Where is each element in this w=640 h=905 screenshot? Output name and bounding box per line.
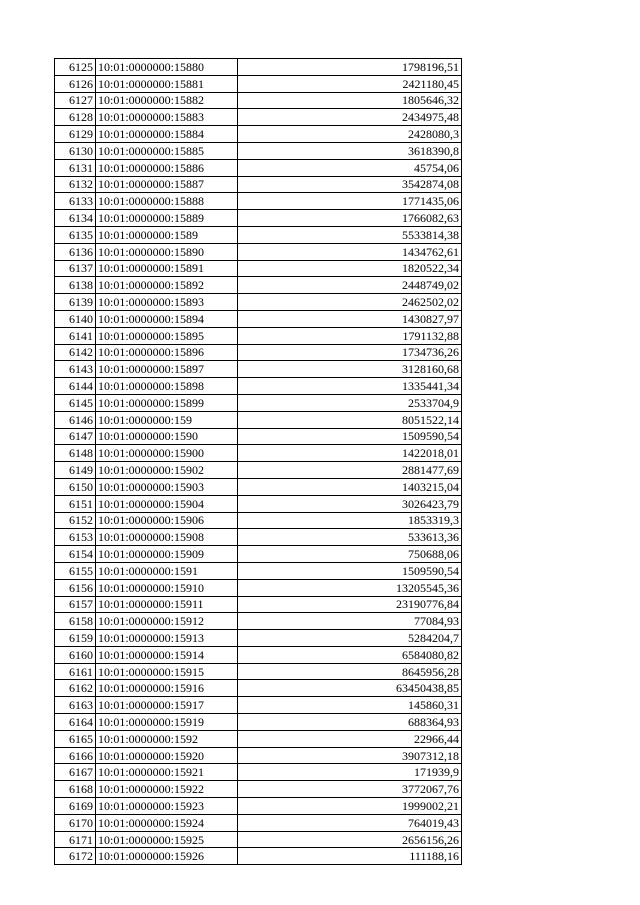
cadastral-number-cell: 10:01:0000000:15903 [96, 478, 238, 495]
table-row [55, 361, 462, 378]
table-row [55, 764, 462, 781]
cadastral-number-cell: 10:01:0000000:1590 [96, 428, 238, 445]
row-number-cell: 6147 [55, 428, 96, 445]
value-cell: 2448749,02 [238, 277, 462, 294]
cadastral-number-cell: 10:01:0000000:15900 [96, 445, 238, 462]
row-number-cell: 6144 [55, 378, 96, 395]
table-row [55, 193, 462, 210]
row-number-cell: 6154 [55, 546, 96, 563]
value-cell: 111188,16 [238, 848, 462, 865]
value-cell: 1434762,61 [238, 243, 462, 260]
row-number-cell: 6151 [55, 495, 96, 512]
value-cell: 1791132,88 [238, 327, 462, 344]
row-number-cell: 6129 [55, 126, 96, 143]
row-number-cell: 6139 [55, 294, 96, 311]
cadastral-number-cell: 10:01:0000000:1592 [96, 730, 238, 747]
value-cell: 6584080,82 [238, 646, 462, 663]
table-row [55, 848, 462, 865]
value-cell: 63450438,85 [238, 680, 462, 697]
cadastral-number-cell: 10:01:0000000:15891 [96, 260, 238, 277]
value-cell: 5284204,7 [238, 630, 462, 647]
table-row [55, 781, 462, 798]
table-row [55, 613, 462, 630]
value-cell: 2428080,3 [238, 126, 462, 143]
row-number-cell: 6131 [55, 159, 96, 176]
cadastral-number-cell: 10:01:0000000:15916 [96, 680, 238, 697]
value-cell: 1766082,63 [238, 210, 462, 227]
row-number-cell: 6137 [55, 260, 96, 277]
row-number-cell: 6136 [55, 243, 96, 260]
value-cell: 2421180,45 [238, 75, 462, 92]
cadastral-number-cell: 10:01:0000000:15896 [96, 344, 238, 361]
row-number-cell: 6162 [55, 680, 96, 697]
table-row [55, 59, 462, 76]
table-row [55, 378, 462, 395]
cadastral-number-cell: 10:01:0000000:1591 [96, 562, 238, 579]
table-row [55, 596, 462, 613]
cadastral-number-cell: 10:01:0000000:15899 [96, 394, 238, 411]
table-row [55, 697, 462, 714]
table-row [55, 294, 462, 311]
table-row [55, 344, 462, 361]
table-row [55, 512, 462, 529]
value-cell: 764019,43 [238, 814, 462, 831]
cadastral-number-cell: 10:01:0000000:15919 [96, 714, 238, 731]
row-number-cell: 6165 [55, 730, 96, 747]
table-row [55, 714, 462, 731]
cadastral-number-cell: 10:01:0000000:15921 [96, 764, 238, 781]
cadastral-number-cell: 10:01:0000000:15890 [96, 243, 238, 260]
row-number-cell: 6158 [55, 613, 96, 630]
row-number-cell: 6134 [55, 210, 96, 227]
row-number-cell: 6150 [55, 478, 96, 495]
cadastral-number-cell: 10:01:0000000:15908 [96, 529, 238, 546]
row-number-cell: 6149 [55, 462, 96, 479]
value-cell: 1335441,34 [238, 378, 462, 395]
cadastral-number-cell: 10:01:0000000:15898 [96, 378, 238, 395]
cadastral-number-cell: 10:01:0000000:15889 [96, 210, 238, 227]
row-number-cell: 6156 [55, 579, 96, 596]
cadastral-number-cell: 10:01:0000000:15895 [96, 327, 238, 344]
row-number-cell: 6132 [55, 176, 96, 193]
table-row [55, 462, 462, 479]
value-cell: 1422018,01 [238, 445, 462, 462]
value-cell: 1999002,21 [238, 798, 462, 815]
row-number-cell: 6163 [55, 697, 96, 714]
row-number-cell: 6166 [55, 747, 96, 764]
row-number-cell: 6128 [55, 109, 96, 126]
row-number-cell: 6167 [55, 764, 96, 781]
value-cell: 2881477,69 [238, 462, 462, 479]
row-number-cell: 6164 [55, 714, 96, 731]
table-row [55, 327, 462, 344]
value-cell: 3907312,18 [238, 747, 462, 764]
row-number-cell: 6127 [55, 92, 96, 109]
value-cell: 688364,93 [238, 714, 462, 731]
table-row [55, 478, 462, 495]
cadastral-number-cell: 10:01:0000000:15912 [96, 613, 238, 630]
value-cell: 23190776,84 [238, 596, 462, 613]
value-cell: 3128160,68 [238, 361, 462, 378]
cadastral-number-cell: 10:01:0000000:15897 [96, 361, 238, 378]
table-row [55, 814, 462, 831]
row-number-cell: 6142 [55, 344, 96, 361]
table-row [55, 831, 462, 848]
row-number-cell: 6135 [55, 226, 96, 243]
row-number-cell: 6172 [55, 848, 96, 865]
value-cell: 8645956,28 [238, 663, 462, 680]
cadastral-number-cell: 10:01:0000000:15885 [96, 142, 238, 159]
cadastral-number-cell: 10:01:0000000:15926 [96, 848, 238, 865]
cadastral-number-cell: 10:01:0000000:15920 [96, 747, 238, 764]
cadastral-number-cell: 10:01:0000000:15880 [96, 59, 238, 76]
table-row [55, 75, 462, 92]
row-number-cell: 6153 [55, 529, 96, 546]
table-row [55, 243, 462, 260]
value-cell: 2434975,48 [238, 109, 462, 126]
row-number-cell: 6146 [55, 411, 96, 428]
row-number-cell: 6152 [55, 512, 96, 529]
value-cell: 171939,9 [238, 764, 462, 781]
row-number-cell: 6160 [55, 646, 96, 663]
cadastral-number-cell: 10:01:0000000:15884 [96, 126, 238, 143]
table-row [55, 445, 462, 462]
value-cell: 1734736,26 [238, 344, 462, 361]
row-number-cell: 6145 [55, 394, 96, 411]
cadastral-value-table [54, 58, 462, 865]
cadastral-number-cell: 10:01:0000000:15917 [96, 697, 238, 714]
row-number-cell: 6157 [55, 596, 96, 613]
value-cell: 3542874,08 [238, 176, 462, 193]
row-number-cell: 6140 [55, 310, 96, 327]
table-row [55, 92, 462, 109]
value-cell: 13205545,36 [238, 579, 462, 596]
table-row [55, 159, 462, 176]
cadastral-number-cell: 10:01:0000000:15906 [96, 512, 238, 529]
row-number-cell: 6133 [55, 193, 96, 210]
value-cell: 1403215,04 [238, 478, 462, 495]
table-row [55, 109, 462, 126]
table-row [55, 680, 462, 697]
row-number-cell: 6143 [55, 361, 96, 378]
value-cell: 22966,44 [238, 730, 462, 747]
row-number-cell: 6168 [55, 781, 96, 798]
table-row [55, 747, 462, 764]
cadastral-number-cell: 10:01:0000000:15883 [96, 109, 238, 126]
row-number-cell: 6148 [55, 445, 96, 462]
cadastral-number-cell: 10:01:0000000:15886 [96, 159, 238, 176]
table-row [55, 663, 462, 680]
table-row [55, 142, 462, 159]
value-cell: 2533704,9 [238, 394, 462, 411]
table-row [55, 579, 462, 596]
table-row [55, 260, 462, 277]
value-cell: 2462502,02 [238, 294, 462, 311]
cadastral-number-cell: 10:01:0000000:15914 [96, 646, 238, 663]
value-cell: 1771435,06 [238, 193, 462, 210]
table-row [55, 798, 462, 815]
row-number-cell: 6130 [55, 142, 96, 159]
cadastral-number-cell: 10:01:0000000:15909 [96, 546, 238, 563]
value-cell: 3026423,79 [238, 495, 462, 512]
cadastral-number-cell: 10:01:0000000:15892 [96, 277, 238, 294]
table-row [55, 630, 462, 647]
value-cell: 1430827,97 [238, 310, 462, 327]
table-row [55, 562, 462, 579]
row-number-cell: 6170 [55, 814, 96, 831]
cadastral-number-cell: 10:01:0000000:15882 [96, 92, 238, 109]
cadastral-number-cell: 10:01:0000000:159 [96, 411, 238, 428]
cadastral-number-cell: 10:01:0000000:15881 [96, 75, 238, 92]
table-row [55, 730, 462, 747]
cadastral-number-cell: 10:01:0000000:15904 [96, 495, 238, 512]
row-number-cell: 6141 [55, 327, 96, 344]
table-row [55, 529, 462, 546]
table-row [55, 210, 462, 227]
table-row [55, 277, 462, 294]
cadastral-number-cell: 10:01:0000000:15893 [96, 294, 238, 311]
cadastral-number-cell: 10:01:0000000:15902 [96, 462, 238, 479]
table-row [55, 646, 462, 663]
table-row [55, 126, 462, 143]
table-row [55, 495, 462, 512]
table-row [55, 394, 462, 411]
value-cell: 533613,36 [238, 529, 462, 546]
value-cell: 1820522,34 [238, 260, 462, 277]
cadastral-number-cell: 10:01:0000000:15925 [96, 831, 238, 848]
value-cell: 45754,06 [238, 159, 462, 176]
value-cell: 145860,31 [238, 697, 462, 714]
row-number-cell: 6169 [55, 798, 96, 815]
cadastral-number-cell: 10:01:0000000:15923 [96, 798, 238, 815]
row-number-cell: 6126 [55, 75, 96, 92]
table-row [55, 546, 462, 563]
cadastral-number-cell: 10:01:0000000:1589 [96, 226, 238, 243]
cadastral-number-cell: 10:01:0000000:15915 [96, 663, 238, 680]
value-cell: 3618390,8 [238, 142, 462, 159]
row-number-cell: 6138 [55, 277, 96, 294]
cadastral-number-cell: 10:01:0000000:15922 [96, 781, 238, 798]
row-number-cell: 6155 [55, 562, 96, 579]
row-number-cell: 6161 [55, 663, 96, 680]
table-body [55, 59, 462, 865]
cadastral-number-cell: 10:01:0000000:15887 [96, 176, 238, 193]
value-cell: 1805646,32 [238, 92, 462, 109]
cadastral-number-cell: 10:01:0000000:15888 [96, 193, 238, 210]
table-row [55, 411, 462, 428]
row-number-cell: 6159 [55, 630, 96, 647]
table-row [55, 428, 462, 445]
table-row [55, 226, 462, 243]
value-cell: 8051522,14 [238, 411, 462, 428]
value-cell: 1853319,3 [238, 512, 462, 529]
value-cell: 1798196,51 [238, 59, 462, 76]
cadastral-number-cell: 10:01:0000000:15911 [96, 596, 238, 613]
cadastral-number-cell: 10:01:0000000:15913 [96, 630, 238, 647]
table-row [55, 310, 462, 327]
value-cell: 1509590,54 [238, 562, 462, 579]
cadastral-number-cell: 10:01:0000000:15894 [96, 310, 238, 327]
cadastral-number-cell: 10:01:0000000:15924 [96, 814, 238, 831]
value-cell: 750688,06 [238, 546, 462, 563]
value-cell: 3772067,76 [238, 781, 462, 798]
value-cell: 2656156,26 [238, 831, 462, 848]
row-number-cell: 6171 [55, 831, 96, 848]
row-number-cell: 6125 [55, 59, 96, 76]
value-cell: 1509590,54 [238, 428, 462, 445]
value-cell: 77084,93 [238, 613, 462, 630]
table-row [55, 176, 462, 193]
value-cell: 5533814,38 [238, 226, 462, 243]
cadastral-number-cell: 10:01:0000000:15910 [96, 579, 238, 596]
